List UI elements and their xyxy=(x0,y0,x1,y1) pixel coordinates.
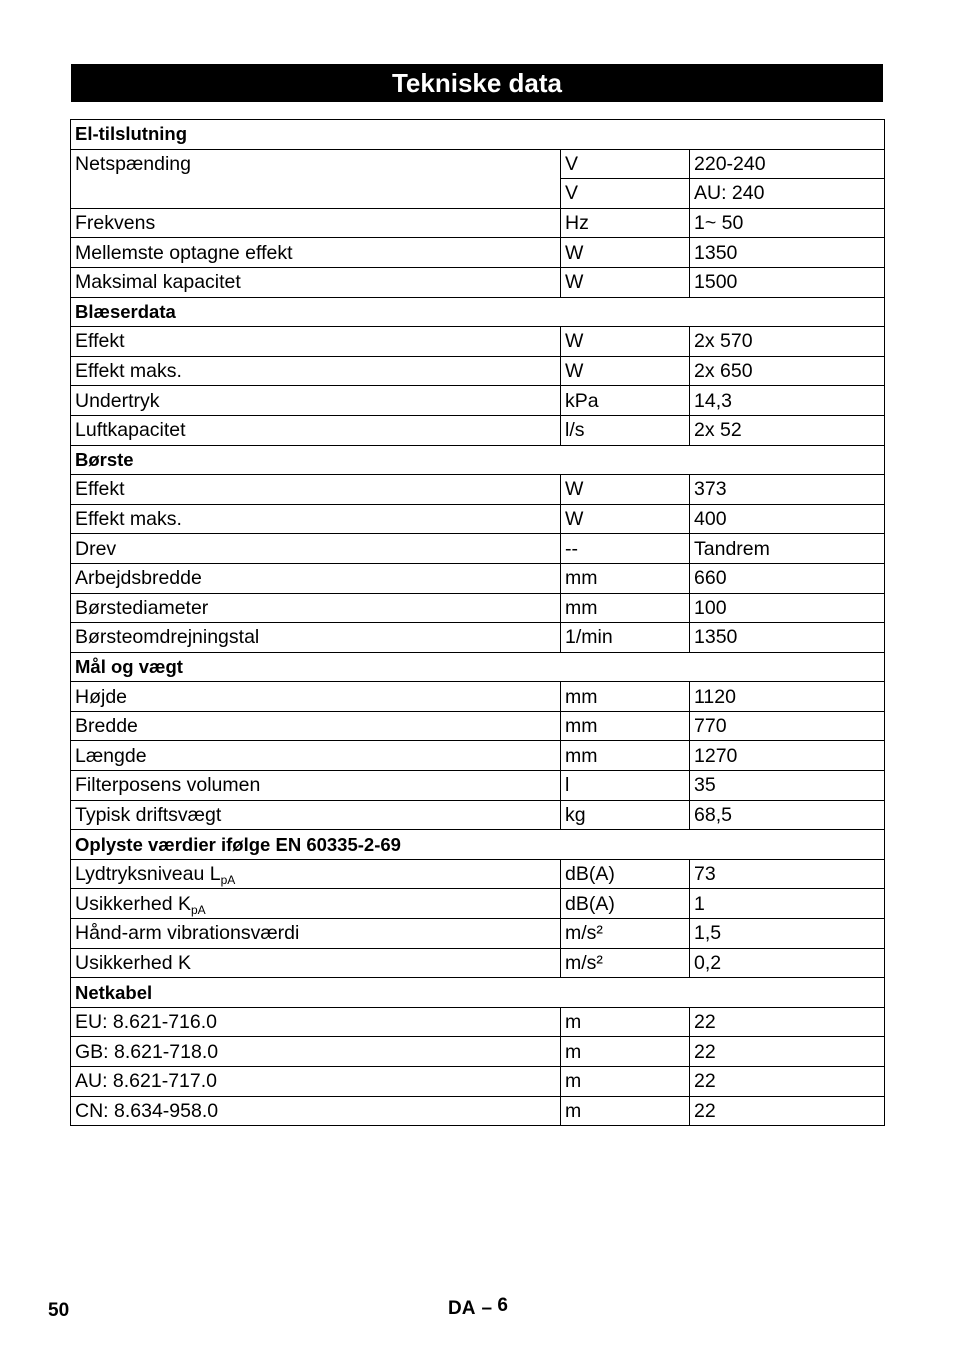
table-row xyxy=(71,149,885,179)
parameter-label-text: Maksimal kapacitet xyxy=(75,271,241,294)
parameter-label-text: Arbejdsbredde xyxy=(75,567,202,590)
unit-cell: l/s xyxy=(561,415,690,445)
parameter-label xyxy=(71,415,561,445)
unit-cell: W xyxy=(561,267,690,297)
unit-cell: 1/min xyxy=(561,623,690,653)
unit-cell: mm xyxy=(561,682,690,712)
parameter-label xyxy=(71,238,561,268)
unit-cell: kPa xyxy=(561,386,690,416)
section-header-row xyxy=(71,978,885,1008)
value-cell: 0,2 xyxy=(690,948,885,978)
unit-cell: V xyxy=(561,179,690,209)
table-row xyxy=(71,267,885,297)
parameter-label-text: Effekt maks. xyxy=(75,508,182,531)
section-heading: Oplyste værdier ifølge EN 60335-2-69 xyxy=(71,830,885,860)
value-cell: 400 xyxy=(690,504,885,534)
parameter-label xyxy=(71,771,561,801)
parameter-label xyxy=(71,563,561,593)
parameter-label xyxy=(71,534,561,564)
table-row xyxy=(71,563,885,593)
parameter-label xyxy=(71,741,561,771)
section-heading: Blæserdata xyxy=(71,297,885,327)
value-cell: 100 xyxy=(690,593,885,623)
parameter-label xyxy=(71,1067,561,1097)
unit-cell: W xyxy=(561,327,690,357)
value-cell: 1120 xyxy=(690,682,885,712)
unit-cell: l xyxy=(561,771,690,801)
unit-cell: dB(A) xyxy=(561,889,690,919)
parameter-label-text: Børsteomdrejningstal xyxy=(75,626,260,649)
value-cell: 14,3 xyxy=(690,386,885,416)
section-heading: Mål og vægt xyxy=(71,652,885,682)
section-page-number: 6 xyxy=(497,1295,508,1316)
unit-cell: W xyxy=(561,356,690,386)
value-cell: 22 xyxy=(690,1007,885,1037)
section-header-row xyxy=(71,652,885,682)
parameter-label xyxy=(71,859,561,889)
table-row xyxy=(71,889,885,919)
parameter-label-text: Drev xyxy=(75,537,117,560)
value-cell: 1,5 xyxy=(690,919,885,949)
table-row xyxy=(71,919,885,949)
table-row xyxy=(71,623,885,653)
parameter-label xyxy=(71,267,561,297)
value-cell: 1350 xyxy=(690,238,885,268)
unit-cell: V xyxy=(561,149,690,179)
parameter-label-text: Effekt xyxy=(75,478,125,501)
page-reference xyxy=(448,1295,508,1320)
parameter-label-text: Usikkerhed K xyxy=(75,892,191,915)
parameter-label-text: Bredde xyxy=(75,715,138,738)
parameter-label xyxy=(71,149,561,208)
parameter-label-text: Hånd-arm vibrationsværdi xyxy=(75,922,300,945)
value-cell: AU: 240 xyxy=(690,179,885,209)
parameter-label xyxy=(71,386,561,416)
parameter-label xyxy=(71,504,561,534)
value-cell: 1270 xyxy=(690,741,885,771)
section-header-row xyxy=(71,830,885,860)
unit-cell: mm xyxy=(561,563,690,593)
table-row xyxy=(71,682,885,712)
parameter-label xyxy=(71,682,561,712)
unit-cell: kg xyxy=(561,800,690,830)
value-cell: 22 xyxy=(690,1037,885,1067)
parameter-label xyxy=(71,623,561,653)
unit-cell: m xyxy=(561,1007,690,1037)
technical-data-body xyxy=(71,120,885,1126)
table-row xyxy=(71,741,885,771)
table-row xyxy=(71,711,885,741)
value-cell: 22 xyxy=(690,1067,885,1097)
table-row xyxy=(71,534,885,564)
parameter-label-text: Netspænding xyxy=(75,152,191,175)
value-cell: 35 xyxy=(690,771,885,801)
table-row xyxy=(71,475,885,505)
value-cell: 220-240 xyxy=(690,149,885,179)
value-cell: 2x 52 xyxy=(690,415,885,445)
unit-cell: mm xyxy=(561,711,690,741)
parameter-label xyxy=(71,1037,561,1067)
table-row xyxy=(71,386,885,416)
unit-cell: Hz xyxy=(561,208,690,238)
parameter-label xyxy=(71,475,561,505)
table-row xyxy=(71,1037,885,1067)
table-row xyxy=(71,1007,885,1037)
unit-cell: m xyxy=(561,1037,690,1067)
value-cell: 22 xyxy=(690,1096,885,1126)
parameter-label xyxy=(71,919,561,949)
unit-cell: mm xyxy=(561,593,690,623)
parameter-label xyxy=(71,1096,561,1126)
parameter-label-text: Højde xyxy=(75,685,128,708)
table-row xyxy=(71,1067,885,1097)
value-cell: 68,5 xyxy=(690,800,885,830)
parameter-label xyxy=(71,711,561,741)
value-cell: 1500 xyxy=(690,267,885,297)
parameter-label xyxy=(71,800,561,830)
language-code: DA xyxy=(448,1298,476,1319)
parameter-label-text: Børstediameter xyxy=(75,596,209,619)
value-cell: 1350 xyxy=(690,623,885,653)
parameter-label xyxy=(71,889,561,919)
unit-cell: W xyxy=(561,475,690,505)
unit-cell: W xyxy=(561,238,690,268)
unit-cell: m/s² xyxy=(561,919,690,949)
technical-data-table xyxy=(70,119,885,1126)
unit-cell: m xyxy=(561,1067,690,1097)
parameter-label-text: Usikkerhed K xyxy=(75,951,191,974)
parameter-label xyxy=(71,208,561,238)
parameter-label-text: Effekt maks. xyxy=(75,360,182,383)
parameter-label-text: Frekvens xyxy=(75,212,156,235)
table-row xyxy=(71,593,885,623)
parameter-label-text: Typisk driftsvægt xyxy=(75,803,222,826)
parameter-label xyxy=(71,593,561,623)
value-cell: 73 xyxy=(690,859,885,889)
section-header-row xyxy=(71,297,885,327)
table-row xyxy=(71,859,885,889)
page-title: Tekniske data xyxy=(71,64,883,102)
section-heading: Børste xyxy=(71,445,885,475)
unit-cell: -- xyxy=(561,534,690,564)
parameter-label-text: GB: 8.621-718.0 xyxy=(75,1040,219,1063)
value-cell: 2x 570 xyxy=(690,327,885,357)
parameter-label-text: Undertryk xyxy=(75,389,160,412)
parameter-label xyxy=(71,356,561,386)
table-row xyxy=(71,1096,885,1126)
table-row xyxy=(71,771,885,801)
value-cell: 770 xyxy=(690,711,885,741)
table-row xyxy=(71,208,885,238)
parameter-label-text: Filterposens volumen xyxy=(75,774,261,797)
value-cell: 1 xyxy=(690,889,885,919)
table-row xyxy=(71,948,885,978)
table-row xyxy=(71,504,885,534)
parameter-label-text: CN: 8.634-958.0 xyxy=(75,1099,219,1122)
table-row xyxy=(71,238,885,268)
parameter-label-text: Længde xyxy=(75,744,147,767)
page-number: 50 xyxy=(48,1300,70,1321)
parameter-label xyxy=(71,948,561,978)
value-cell: Tandrem xyxy=(690,534,885,564)
table-row xyxy=(71,327,885,357)
unit-cell: m/s² xyxy=(561,948,690,978)
value-cell: 373 xyxy=(690,475,885,505)
unit-cell: m xyxy=(561,1096,690,1126)
section-heading: Netkabel xyxy=(71,978,885,1008)
section-header-row xyxy=(71,120,885,150)
section-header-row xyxy=(71,445,885,475)
parameter-label-text: Mellemste optagne effekt xyxy=(75,241,293,264)
value-cell: 2x 650 xyxy=(690,356,885,386)
unit-cell: dB(A) xyxy=(561,859,690,889)
value-cell: 660 xyxy=(690,563,885,593)
section-heading: El-tilslutning xyxy=(71,120,885,150)
page-reference-dash: – xyxy=(481,1298,493,1319)
table-row xyxy=(71,800,885,830)
parameter-label-text: Luftkapacitet xyxy=(75,419,186,442)
value-cell: 1~ 50 xyxy=(690,208,885,238)
parameter-label-subscript: pA xyxy=(190,902,206,917)
parameter-label xyxy=(71,1007,561,1037)
parameter-label xyxy=(71,327,561,357)
table-row xyxy=(71,415,885,445)
parameter-label-text: EU: 8.621-716.0 xyxy=(75,1011,218,1034)
table-row xyxy=(71,356,885,386)
parameter-label-text: AU: 8.621-717.0 xyxy=(75,1070,218,1093)
unit-cell: mm xyxy=(561,741,690,771)
parameter-label-subscript: pA xyxy=(220,873,236,888)
parameter-label-text: Effekt xyxy=(75,330,125,353)
unit-cell: W xyxy=(561,504,690,534)
parameter-label-text: Lydtryksniveau L xyxy=(75,863,221,886)
